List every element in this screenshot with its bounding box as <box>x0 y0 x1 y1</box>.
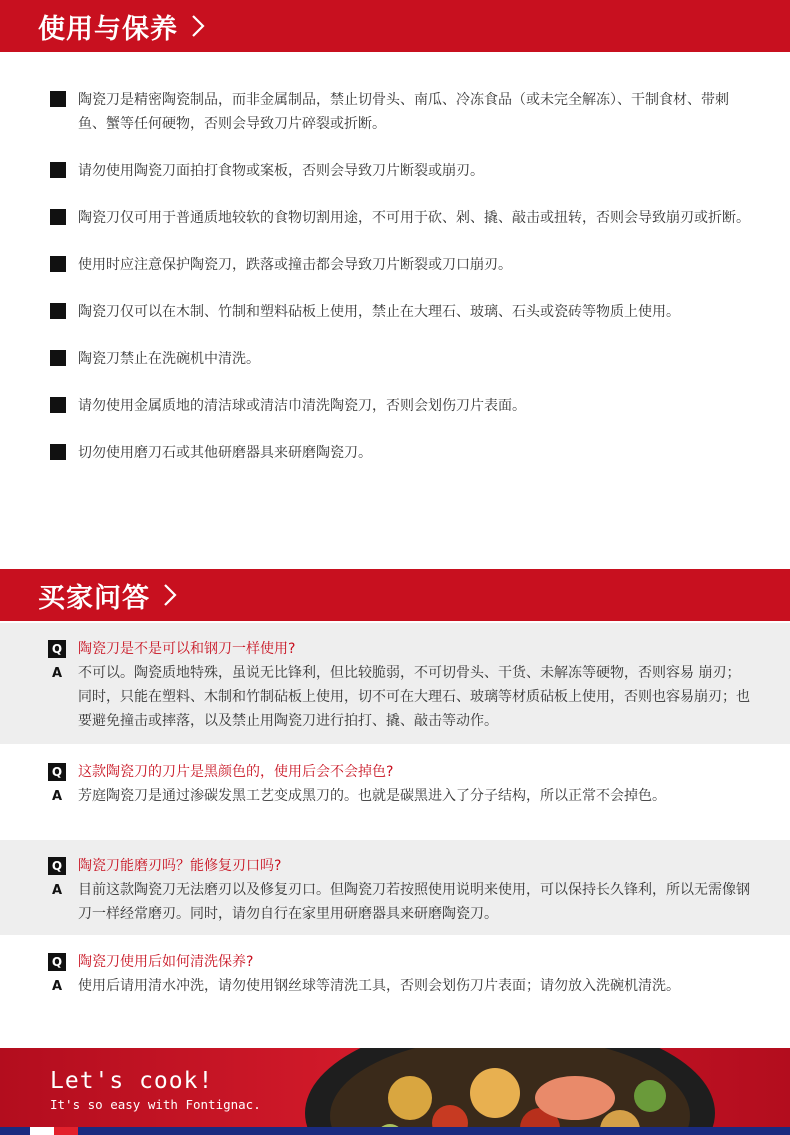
question-badge: Q <box>48 763 66 781</box>
faq-question-row <box>48 854 752 878</box>
square-bullet-icon <box>50 444 66 460</box>
care-item-text: 陶瓷刀仅可以在木制、竹制和塑料砧板上使用，禁止在大理石、玻璃、石头或瓷砖等物质上使用。 <box>78 304 680 320</box>
cooking-pan-image <box>300 1048 720 1135</box>
faq-question-row <box>48 760 752 784</box>
faq-question: 陶瓷刀能磨刃吗？能修复刃口吗? <box>78 858 282 874</box>
care-section-title: 使用与保养 <box>38 13 178 45</box>
promo-banner <box>0 1048 790 1135</box>
care-item-text: 切勿使用磨刀石或其他研磨器具来研磨陶瓷刀。 <box>78 445 372 461</box>
care-item <box>50 347 750 371</box>
care-item <box>50 253 750 277</box>
care-item <box>50 88 750 136</box>
faq-answer: 不可以。陶瓷质地特殊，虽说无比锋利，但比较脆弱，不可切骨头、干货、未解冻等硬物，否则容易 崩刃；同时，只能在塑料、木制和竹制砧板上使用，切不可在大理石、玻璃等材质砧板上使用，否则也容易崩刃；也要避免撞击或摔落，以及禁止用陶瓷刀进行拍打、撬、敲击等动作。 <box>78 665 750 729</box>
faq-section-header <box>0 569 790 621</box>
question-badge: Q <box>48 857 66 875</box>
square-bullet-icon <box>50 303 66 319</box>
faq-question: 陶瓷刀使用后如何清洗保养? <box>78 954 254 970</box>
faq-answer-row <box>48 784 752 808</box>
square-bullet-icon <box>50 209 66 225</box>
square-bullet-icon <box>50 162 66 178</box>
faq-answer-row <box>48 974 752 998</box>
care-item <box>50 394 750 418</box>
care-section-header <box>0 0 790 52</box>
care-item-text: 请勿使用陶瓷刀面拍打食物或案板，否则会导致刀片断裂或崩刃。 <box>78 163 484 179</box>
answer-badge: A <box>51 978 63 994</box>
care-item <box>50 159 750 183</box>
faq-question-row <box>48 637 752 661</box>
faq-item <box>0 623 790 744</box>
faq-answer: 芳庭陶瓷刀是通过渗碳发黑工艺变成黑刀的。也就是碳黑进入了分子结构，所以正常不会掉色。 <box>78 788 666 804</box>
faq-item <box>0 936 790 1036</box>
care-item-text: 请勿使用金属质地的清洁球或清洁巾清洗陶瓷刀，否则会划伤刀片表面。 <box>78 398 526 414</box>
answer-badge: A <box>51 665 63 681</box>
square-bullet-icon <box>50 256 66 272</box>
banner-subline: It's so easy with Fontignac. <box>50 1097 261 1112</box>
care-item <box>50 441 750 465</box>
answer-badge: A <box>51 882 63 898</box>
faq-answer-row <box>48 661 752 733</box>
question-badge: Q <box>48 640 66 658</box>
faq-answer: 使用后请用清水冲洗，请勿使用钢丝球等清洗工具，否则会划伤刀片表面；请勿放入洗碗机清洗。 <box>78 978 680 994</box>
faq-answer: 目前这款陶瓷刀无法磨刃以及修复刃口。但陶瓷刀若按照使用说明来使用，可以保持长久锋利，所以无需像钢刀一样经常磨刃。同时，请勿自行在家里用研磨器具来研磨陶瓷刀。 <box>78 882 750 922</box>
care-item <box>50 300 750 324</box>
square-bullet-icon <box>50 350 66 366</box>
care-item-text: 陶瓷刀是精密陶瓷制品，而非金属制品，禁止切骨头、南瓜、冷冻食品（或未完全解冻）、干制食材、带刺鱼、蟹等任何硬物，否则会导致刀片碎裂或折断。 <box>78 92 729 132</box>
answer-badge: A <box>51 788 63 804</box>
square-bullet-icon <box>50 91 66 107</box>
faq-question: 这款陶瓷刀的刀片是黑颜色的，使用后会不会掉色? <box>78 764 394 780</box>
faq-item <box>0 840 790 935</box>
flag-stripe <box>0 1127 790 1135</box>
chevron-right-icon <box>188 13 208 39</box>
faq-item <box>0 746 790 838</box>
question-badge: Q <box>48 953 66 971</box>
care-item <box>50 206 750 230</box>
care-item-text: 陶瓷刀禁止在洗碗机中清洗。 <box>78 351 260 367</box>
faq-answer-row <box>48 878 752 926</box>
chevron-right-icon <box>160 582 180 608</box>
faq-question: 陶瓷刀是不是可以和钢刀一样使用? <box>78 641 296 657</box>
care-item-text: 陶瓷刀仅可用于普通质地较软的食物切割用途，不可用于砍、剁、撬、敲击或扭转，否则会导致崩刃或折断。 <box>78 210 750 226</box>
faq-section-title: 买家问答 <box>38 582 150 614</box>
banner-headline: Let's cook! <box>50 1068 214 1094</box>
square-bullet-icon <box>50 397 66 413</box>
care-item-text: 使用时应注意保护陶瓷刀，跌落或撞击都会导致刀片断裂或刀口崩刃。 <box>78 257 512 273</box>
care-list <box>50 88 750 488</box>
faq-question-row <box>48 950 752 974</box>
